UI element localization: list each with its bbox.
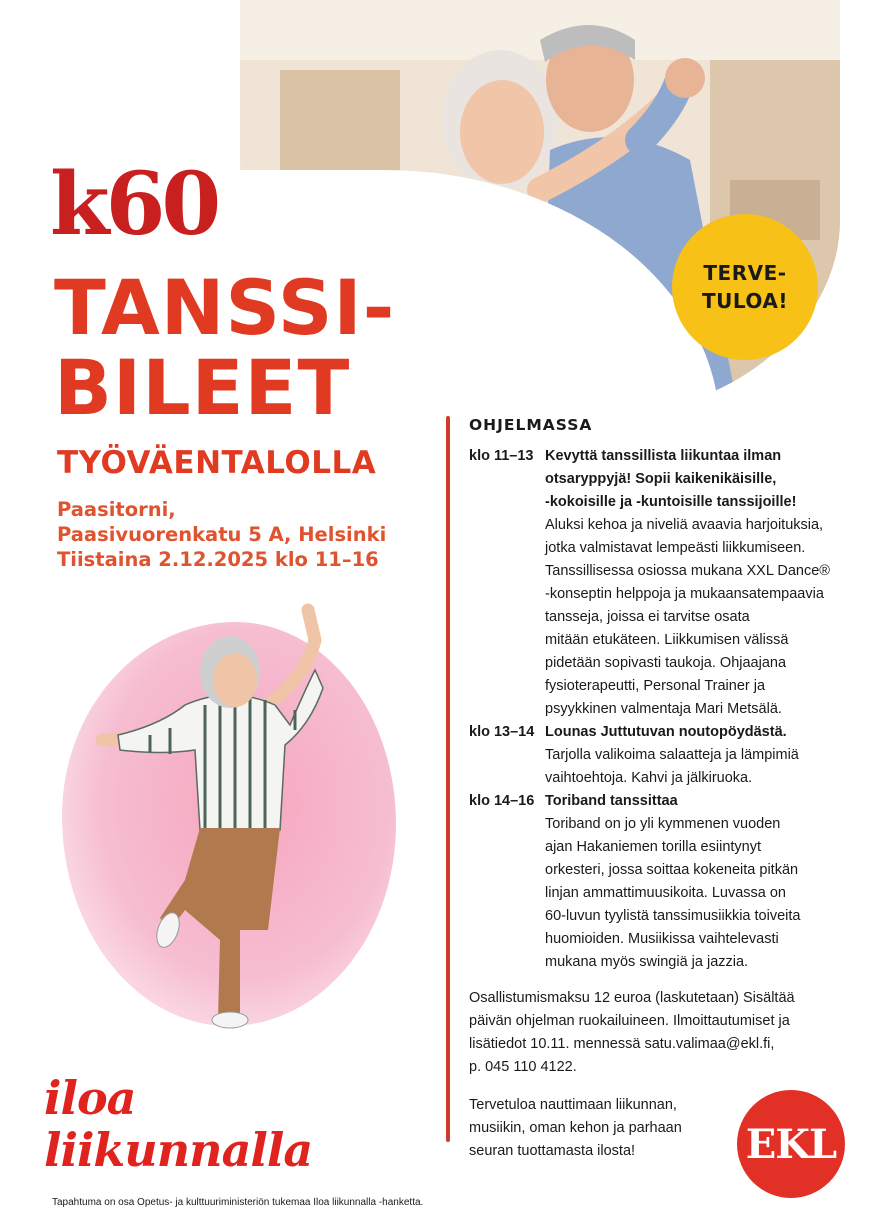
program-item-body <box>545 721 849 790</box>
event-subtitle: TYÖVÄENTALOLLA <box>57 445 377 481</box>
program-item-text: tansseja, joissa ei tarvitse osata <box>545 609 750 625</box>
venue-block <box>57 497 386 572</box>
program-divider <box>446 416 450 1142</box>
venue-place: Paasitorni, <box>57 498 176 521</box>
program-item-time: klo 11–13 <box>469 448 534 464</box>
program-item-headline: -kokoisille ja -kuntoisille tanssijoille! <box>545 494 797 510</box>
program-item-2 <box>469 721 849 790</box>
program-item-1 <box>469 445 849 721</box>
program-item-text: fysioterapeutti, Personal Trainer ja <box>545 678 766 694</box>
program-item-text: huomioiden. Musiikissa vaihtelevasti <box>545 931 779 947</box>
program-section <box>469 415 849 1163</box>
program-item-text: -konseptin helppoja ja mukaansatempaavia <box>545 586 824 602</box>
iloa-logo-line2: liikunnalla <box>44 1123 313 1177</box>
info-line: Osallistumismaksu 12 euroa (laskutetaan) Sisältää <box>469 990 795 1006</box>
program-item-text: mitään etukäteen. Liikkumisen välissä <box>545 632 789 648</box>
footnote: Tapahtuma on osa Opetus- ja kulttuuriministeriön tukemaa Iloa liikunnalla -hanketta. <box>52 1197 424 1208</box>
program-item-headline: otsaryppyjä! Sopii kaikenikäisille, <box>545 471 777 487</box>
info-line: p. 045 110 4122. <box>469 1059 577 1075</box>
program-item-body <box>545 790 849 974</box>
program-heading: OHJELMASSA <box>469 416 593 434</box>
info-line: lisätiedot 10.11. mennessä satu.valimaa@ekl.fi, <box>469 1036 775 1052</box>
program-item-text: ajan Hakaniemen torilla esiintynyt <box>545 839 761 855</box>
ekl-logo <box>737 1090 845 1198</box>
closing-line: Tervetuloa nauttimaan liikunnan, <box>469 1097 677 1113</box>
program-item-text: mukana myös swingiä ja jazzia. <box>545 954 749 970</box>
welcome-badge <box>672 214 818 360</box>
program-item-text: Tanssillisessa osiossa mukana XXL Dance® <box>545 563 830 579</box>
dancing-woman-illustration <box>90 600 350 1030</box>
ekl-logo-text: EKL <box>745 1120 837 1168</box>
program-item-body <box>545 445 849 721</box>
venue-address: Paasivuorenkatu 5 A, Helsinki <box>57 523 387 546</box>
iloa-liikunnalla-logo <box>44 1072 312 1176</box>
venue-datetime: Tiistaina 2.12.2025 klo 11–16 <box>57 548 379 571</box>
info-line: päivän ohjelman ruokailuineen. Ilmoittautumiset ja <box>469 1013 790 1029</box>
program-item-text: jotka valmistavat lempeästi liikkumiseen. <box>545 540 806 556</box>
program-item-text: vaihtoehtoja. Kahvi ja jälkiruoka. <box>545 770 753 786</box>
program-item-time: klo 14–16 <box>469 793 535 809</box>
welcome-badge-text: TERVE- TULOA! <box>702 261 788 313</box>
closing-line: musiikin, oman kehon ja parhaan <box>469 1120 682 1136</box>
program-item-text: Aluksi kehoa ja niveliä avaavia harjoituksia, <box>545 517 824 533</box>
program-item-text: linjan ammattimuusikoita. Luvassa on <box>545 885 786 901</box>
event-title: TANSSI- BILEET <box>54 263 396 432</box>
k60-logo: k60 <box>50 154 218 255</box>
closing-line: seuran tuottamasta ilosta! <box>469 1143 636 1159</box>
program-item-text: psyykkinen valmentaja Mari Metsälä. <box>545 701 782 717</box>
iloa-logo-line1: iloa <box>44 1071 136 1125</box>
program-item-text: pidetään sopivasti taukoja. Ohjaajana <box>545 655 787 671</box>
program-item-text: orkesteri, jossa soittaa kokeneita pitkän <box>545 862 799 878</box>
program-item-text: Toriband on jo yli kymmenen vuoden <box>545 816 781 832</box>
program-item-headline: Kevyttä tanssillista liikuntaa ilman <box>545 448 782 464</box>
registration-info <box>469 987 849 1079</box>
program-item-headline: Toriband tanssittaa <box>545 793 678 809</box>
program-item-headline: Lounas Juttutuvan noutopöydästä. <box>545 724 787 740</box>
program-item-text: Tarjolla valikoima salaatteja ja lämpimiä <box>545 747 799 763</box>
program-item-time: klo 13–14 <box>469 724 535 740</box>
program-item-text: 60-luvun tyylistä tanssimusiikkia toiveita <box>545 908 801 924</box>
program-item-3 <box>469 790 849 974</box>
